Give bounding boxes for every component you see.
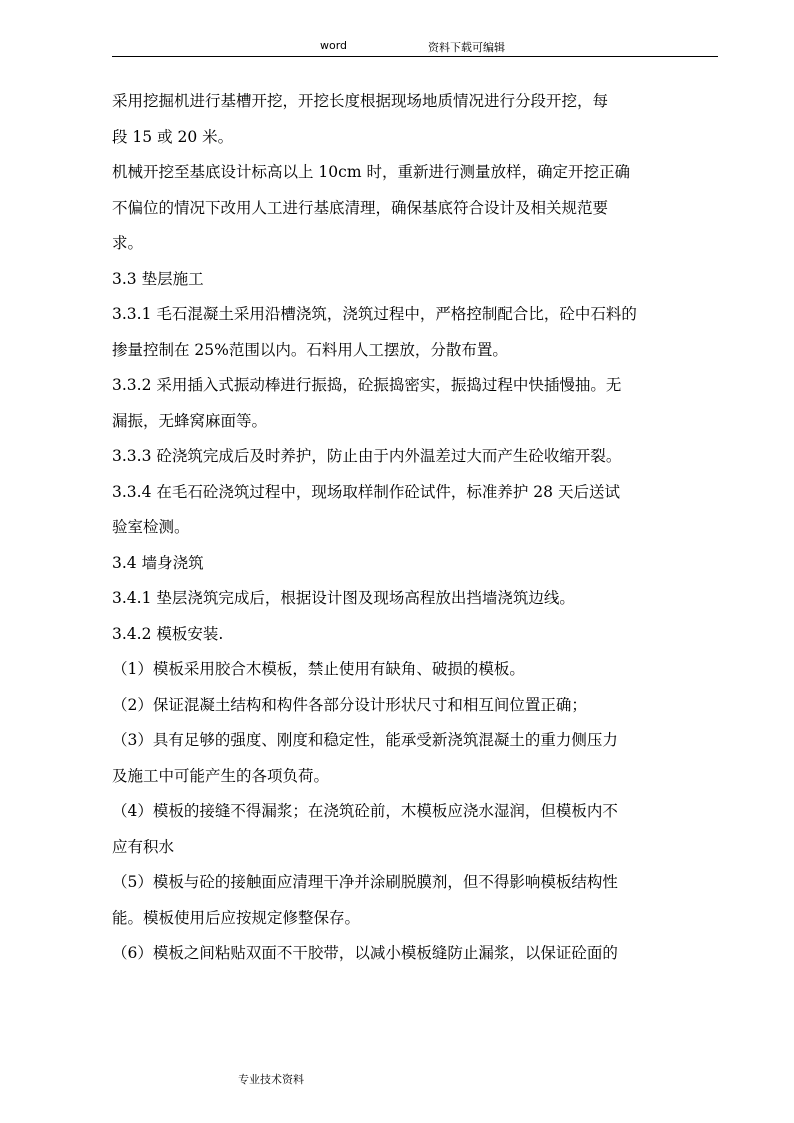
text-line: （3）具有足够的强度、刚度和稳定性，能承受新浇筑混凝土的重力侧压力	[112, 731, 618, 749]
text-line: 及施工中可能产生的各项负荷。	[112, 766, 330, 785]
text-line: 3.3.3 砼浇筑完成后及时养护，防止由于内外温差过大而产生砼收缩开裂。	[112, 447, 622, 465]
text-line: 验室检测。	[112, 518, 190, 536]
text-line: 应有积水	[112, 837, 175, 856]
text-line: 3.3.1 毛石混凝土采用沿槽浇筑，浇筑过程中，严格控制配合比，砼中石料的	[112, 305, 637, 323]
text-line: （2）保证混凝土结构和构件各部分设计形状尺寸和相互间位置正确；	[112, 695, 587, 714]
text-line: （6）模板之间粘贴双面不干胶带，以减小模板缝防止漏浆，以保证砼面的	[112, 944, 618, 962]
text-line: 能。模板使用后应按规定修整保存。	[112, 908, 361, 927]
text-line: 漏振，无蜂窝麻面等。	[112, 411, 268, 430]
document-body	[112, 84, 718, 972]
text-line: 3.3.4 在毛石砼浇筑过程中，现场取样制作砼试件，标准养护 28 天后送试	[112, 482, 620, 501]
text-line: 3.3.2 采用插入式振动棒进行振捣，砼振捣密实，振捣过程中快插慢抽。无	[112, 376, 622, 394]
text-line: 掺量控制在 25%范围以内。石料用人工摆放，分散布置。	[112, 340, 508, 359]
header-left-text: word	[320, 39, 348, 52]
text-line: 不偏位的情况下改用人工进行基底清理，确保基底符合设计及相关规范要	[112, 198, 609, 217]
text-line: 3.4.2 模板安装.	[112, 624, 224, 643]
page-header	[112, 38, 718, 57]
text-line: （5）模板与砼的接触面应清理干净并涂刷脱膜剂，但不得影响模板结构性	[112, 873, 618, 891]
text-line: 采用挖掘机进行基槽开挖，开挖长度根据现场地质情况进行分段开挖，每	[112, 92, 609, 110]
text-line: 3.4.1 垫层浇筑完成后，根据设计图及现场高程放出挡墙浇筑边线。	[112, 589, 575, 607]
text-line: （4）模板的接缝不得漏浆；在浇筑砼前，木模板应浇水湿润，但模板内不	[112, 802, 618, 820]
section-heading: 3.4 墙身浇筑	[112, 553, 204, 572]
text-line: 求。	[112, 234, 144, 252]
page-footer: 专业技术资料	[238, 1073, 304, 1086]
text-line: 机械开挖至基底设计标高以上 10cm 时，重新进行测量放样，确定开挖正确	[112, 163, 630, 181]
header-right-text: 资料下载可编辑	[428, 41, 505, 54]
text-line: 段 15 或 20 米。	[112, 127, 234, 146]
text-line: （1）模板采用胶合木模板，禁止使用有缺角、破损的模板。	[112, 660, 525, 678]
section-heading: 3.3 垫层施工	[112, 269, 204, 288]
